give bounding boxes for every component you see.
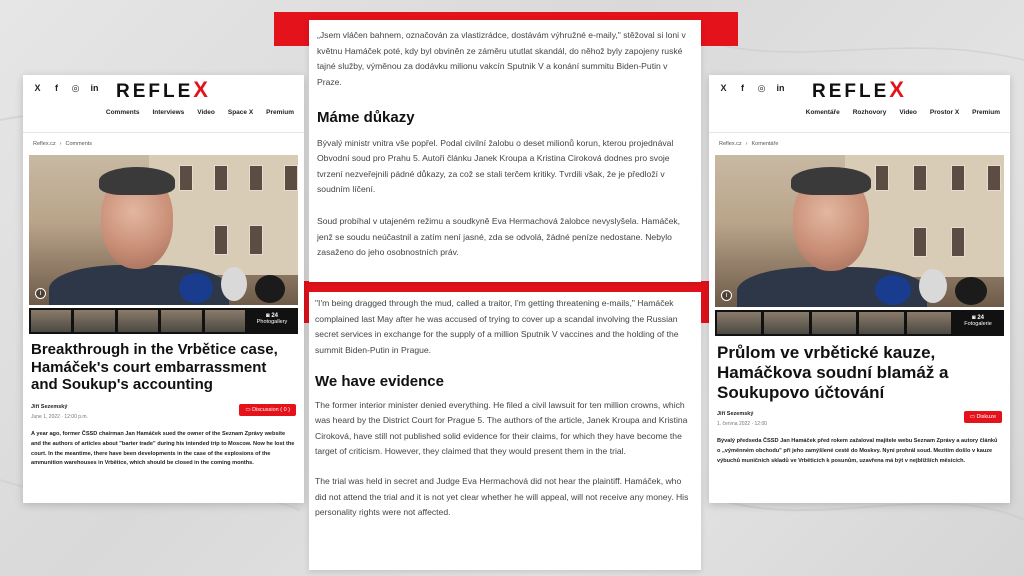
- microphone: [955, 277, 987, 305]
- microphone: [875, 275, 911, 305]
- logo-x: X: [889, 77, 907, 102]
- breadcrumb: [709, 133, 1010, 155]
- hair: [99, 167, 175, 195]
- paragraph-lawsuit: Bývalý ministr vnitra vše popřel. Podal civilní žalobu o deset milionů korun, kterou projednával Obvodní soud pro Prahu 5. Autoři článku Janek Kroupa a Kristina Ciroková dodnes pro svoje tvrzení nezveřejnili pádné důkazy, za což se stali terčem kritiky. Tvrdili však, že je předloží v soudním líčení.: [317, 137, 674, 195]
- window: [951, 165, 965, 191]
- info-icon[interactable]: i: [721, 290, 732, 301]
- window: [249, 165, 263, 191]
- gallery-label: Photogallery: [256, 319, 288, 325]
- instagram-icon[interactable]: ◎: [71, 82, 80, 93]
- main-nav: [709, 101, 1010, 127]
- logo-x: X: [193, 77, 211, 102]
- comment-icon: ▭: [245, 407, 251, 414]
- photo-count: 24: [977, 315, 985, 321]
- author-name[interactable]: Jiří Sezemský: [31, 404, 68, 411]
- linkedin-icon[interactable]: in: [90, 83, 99, 93]
- chevron-right-icon: ›: [59, 141, 62, 147]
- linkedin-icon[interactable]: in: [776, 83, 785, 93]
- publish-date: June 1, 2022 · 12:00 p.m.: [31, 414, 88, 421]
- gallery-thumb[interactable]: [31, 310, 71, 332]
- article-photo[interactable]: [29, 155, 298, 305]
- nav-space-x[interactable]: Space X: [227, 109, 254, 116]
- window: [249, 225, 263, 255]
- photo-count: 24: [271, 313, 279, 319]
- paragraph-trial: Soud probíhal v utajeném režimu a soudkyně Eva Hermachová žalobce nevyslyšela. Hamáček, jenž se soudu neúčastnil a zatím není jasné, zda se odvolá, žádné peníze nedostane. Nebylo zasaženo do jeho osobnostních práv.: [317, 216, 681, 258]
- article-meta: [709, 403, 1010, 427]
- social-links: [719, 83, 785, 94]
- article-body-english: [309, 292, 701, 570]
- breadcrumb: [23, 133, 304, 155]
- author-name[interactable]: Jiří Sezemský: [717, 411, 754, 418]
- reflex-logo[interactable]: [116, 77, 211, 103]
- nav-premium[interactable]: Premium: [266, 109, 294, 116]
- card-header: [23, 75, 304, 101]
- publish-date: 1. června 2022 · 12:00: [717, 421, 768, 428]
- logo-text: REFLE: [116, 81, 194, 102]
- window: [875, 165, 889, 191]
- breadcrumb-section[interactable]: Komentáře: [751, 141, 779, 147]
- article-photo[interactable]: [715, 155, 1004, 307]
- camera-icon: ◙: [972, 315, 976, 321]
- gallery-button[interactable]: [954, 312, 1002, 334]
- window: [913, 165, 927, 191]
- social-links: [33, 83, 99, 94]
- gallery-thumb[interactable]: [74, 310, 114, 332]
- gallery-thumb[interactable]: [161, 310, 201, 332]
- nav-interviews[interactable]: Interviews: [152, 109, 185, 116]
- article-meta: [23, 394, 304, 420]
- article-card-czech: [709, 75, 1010, 503]
- x-icon[interactable]: X: [34, 83, 41, 93]
- paragraph-trial: The trial was held in secret and Judge Eva Hermachová did not hear the plaintiff. Hamáček, who did not attend the trial and it is not yet clear whether he will appeal, will not receive any money. His personality rights were not affected.: [315, 476, 689, 518]
- comment-icon: ▭: [969, 414, 975, 421]
- breadcrumb-home[interactable]: Reflex.cz: [719, 141, 742, 147]
- nav-komentare[interactable]: Komentáře: [805, 109, 840, 116]
- gallery-strip: [715, 310, 1004, 336]
- article-lede: A year ago, former ČSSD chairman Jan Hamáček sued the owner of the Seznam Zprávy website and the authors of articles about "barter trade" during his intended trip to Moscow. Now he lost the court. In the meantime, there have been developments in the case of the explosions of the ammunition warehouses in Vrbětice, which should be closed in the coming months.: [31, 431, 295, 467]
- nav-comments[interactable]: Comments: [105, 109, 140, 116]
- facebook-icon[interactable]: f: [741, 83, 744, 93]
- breadcrumb-section[interactable]: Comments: [65, 141, 93, 147]
- window: [179, 165, 193, 191]
- article-card-english: [23, 75, 304, 503]
- gallery-thumb[interactable]: [118, 310, 158, 332]
- chevron-right-icon: ›: [745, 141, 748, 147]
- discussion-label: Discussion ( 0 ): [252, 407, 290, 414]
- nav-prostor-x[interactable]: Prostor X: [929, 109, 960, 116]
- nav-rozhovory[interactable]: Rozhovory: [852, 109, 887, 116]
- x-icon[interactable]: X: [720, 83, 727, 93]
- main-nav: [23, 101, 304, 127]
- article-headline: Breakthrough in the Vrbětice case, Hamáček's court embarrassment and Soukup's accounting: [31, 341, 278, 394]
- paragraph-quote: „Jsem vláčen bahnem, označován za vlastizrádce, dostávám výhružné e-maily," stěžoval si loni v květnu Hamáček poté, kdy byl obviněn ze záměru ututlat skandál, do něhož byly zapojeny ruské tajné služby, výměnou za dodávku milionu vakcín Sputnik V a konání summitu Biden-Putin v Praze.: [317, 30, 686, 87]
- hair: [791, 167, 871, 195]
- camera-icon: ◙: [266, 313, 270, 319]
- nav-premium[interactable]: Premium: [972, 109, 1000, 116]
- window: [987, 165, 1001, 191]
- discussion-button[interactable]: [964, 411, 1002, 423]
- microphone: [179, 273, 213, 303]
- microphone: [919, 269, 947, 303]
- section-heading: We have evidence: [315, 372, 444, 390]
- paragraph-quote: "I'm being dragged through the mud, called a traitor, I'm getting threatening e-mails," Hamáček complained last May after he was accused of trying to cover up a scandal involving the Russian secret services in exchange for the supply of a million Sputnik V vaccines and the holding of the summit Biden-Putin in Prague.: [315, 298, 679, 355]
- gallery-thumb[interactable]: [859, 312, 903, 334]
- gallery-strip: [29, 308, 298, 334]
- discussion-label: Diskuze: [976, 414, 996, 421]
- gallery-thumb[interactable]: [907, 312, 951, 334]
- discussion-button[interactable]: [239, 404, 296, 416]
- gallery-label: Fotogalerie: [964, 321, 992, 327]
- breadcrumb-home[interactable]: Reflex.cz: [33, 141, 56, 147]
- microphone: [255, 275, 285, 303]
- window: [951, 227, 965, 257]
- gallery-thumb[interactable]: [205, 310, 245, 332]
- article-lede: Bývalý předseda ČSSD Jan Hamáček před rokem zažaloval majitele webu Seznam Zprávy a autory článků o „výměnném obchodu" při jeho zamýšlené cestě do Moskvy. Nyní prohrál soud. Mezitím došlo v kauze výbuchů muničních skladů ve Vrběticích k posunům, uzavřena má být v nejbližších měsících.: [717, 438, 998, 464]
- gallery-thumb[interactable]: [717, 312, 761, 334]
- nav-video[interactable]: Video: [197, 109, 215, 116]
- gallery-button[interactable]: [248, 310, 296, 332]
- instagram-icon[interactable]: ◎: [757, 82, 766, 93]
- window: [913, 227, 927, 257]
- paragraph-lawsuit: The former interior minister denied everything. He filed a civil lawsuit for ten million crowns, which was heard by the District Court for Prague 5. The authors of the article, Janek Kroupa and Kristina Ciroková, have still not published solid evidence for their claims, for which they have become the target of criticism. However, they claimed that they would present them in the trial.: [315, 399, 688, 457]
- microphone: [221, 267, 247, 301]
- section-heading: Máme důkazy: [317, 108, 415, 126]
- gallery-thumb[interactable]: [764, 312, 808, 334]
- window: [214, 225, 228, 255]
- reflex-logo[interactable]: [812, 77, 907, 103]
- window: [214, 165, 228, 191]
- article-body-czech: [309, 20, 701, 282]
- facebook-icon[interactable]: f: [55, 83, 58, 93]
- info-icon[interactable]: i: [35, 288, 46, 299]
- nav-video[interactable]: Video: [899, 109, 917, 116]
- window: [284, 165, 298, 191]
- logo-text: REFLE: [812, 81, 890, 102]
- article-headline: Průlom ve vrbětické kauze, Hamáčkova soudní blamáž a Soukupovo účtování: [717, 343, 949, 403]
- gallery-thumb[interactable]: [812, 312, 856, 334]
- card-header: [709, 75, 1010, 101]
